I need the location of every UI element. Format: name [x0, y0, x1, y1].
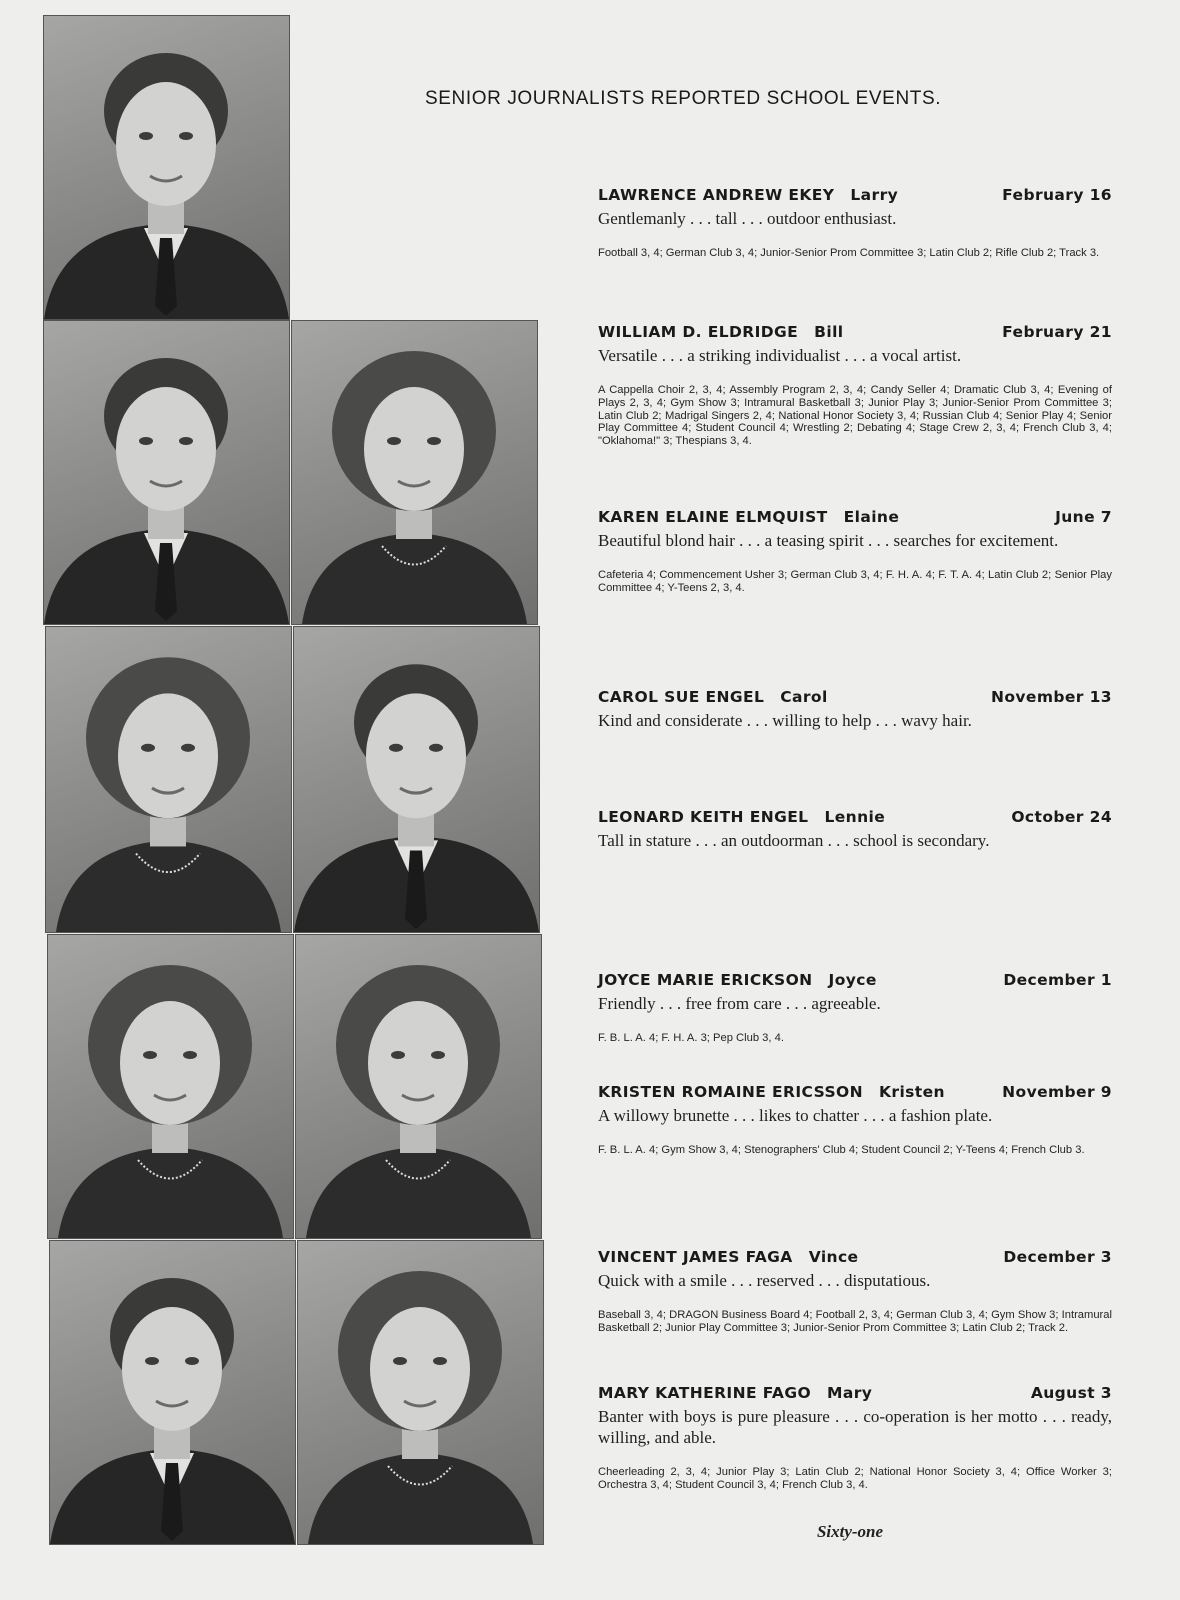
senior-nickname: Lennie	[824, 808, 886, 826]
senior-description: Quick with a smile . . . reserved . . . disputatious.	[598, 1271, 931, 1290]
senior-birthday: November 13	[990, 688, 1112, 706]
portrait-face	[120, 1001, 220, 1125]
senior-description: Friendly . . . free from care . . . agreeable.	[598, 994, 881, 1013]
portrait-eye-right	[431, 1051, 445, 1059]
entry-heading	[598, 688, 1112, 706]
senior-description: Versatile . . . a striking individualist . . . a vocal artist.	[598, 346, 962, 365]
portrait-face	[122, 1307, 222, 1431]
senior-name: WILLIAM D. ELDRIDGE	[598, 323, 799, 341]
portrait-figure	[44, 321, 289, 624]
senior-name: CAROL SUE ENGEL	[598, 688, 765, 706]
portrait-clothing	[308, 1453, 533, 1544]
portrait-face	[370, 1307, 470, 1431]
portrait-clothing	[306, 1147, 531, 1238]
senior-activities: A Cappella Choir 2, 3, 4; Assembly Program 2, 3, 4; Candy Seller 4; Dramatic Club 3, 4; Evening of Plays 2, 3, 4; Gym Show 3; Intramural Basketball 3; Junior Play 3; Junior-Senior Prom Committee 3; Latin Club 2; Madrigal Singers 2, 4; National Honor Society 3, 4; Russian Club 4; Senior Play 4; Senior Play Committee 4; Student Council 4; Wrestling 2; Debating 4; Stage Crew 2, 3, 4; French Club 3, 4; "Oklahoma!" 3; Thespians 3, 4.	[598, 384, 1112, 448]
portrait-eye-right	[427, 437, 441, 445]
senior-entry	[598, 808, 1112, 851]
portrait-face	[368, 1001, 468, 1125]
portrait-face	[116, 387, 216, 511]
portrait-figure	[292, 321, 537, 624]
senior-entry	[598, 971, 1112, 1045]
entry-heading	[598, 808, 1112, 826]
senior-nickname: Elaine	[843, 508, 900, 526]
page-number: Sixty-one	[816, 1522, 884, 1541]
entry-heading	[598, 1248, 1112, 1266]
senior-birthday: February 21	[1002, 323, 1112, 341]
portrait-clothing	[58, 1147, 283, 1238]
senior-entry	[598, 688, 1112, 731]
senior-activities: F. B. L. A. 4; F. H. A. 3; Pep Club 3, 4.	[598, 1032, 784, 1044]
portrait-face	[116, 82, 216, 206]
senior-name: VINCENT JAMES FAGA	[598, 1248, 793, 1266]
portrait-eye-right	[181, 744, 195, 752]
portrait-photo-elmquist	[291, 320, 538, 625]
senior-activities: Football 3, 4; German Club 3, 4; Junior-Senior Prom Committee 3; Latin Club 2; Rifle Club 2; Track 3.	[598, 247, 1100, 259]
senior-nickname: Kristen	[879, 1083, 945, 1101]
senior-activities: Cheerleading 2, 3, 4; Junior Play 3; Latin Club 2; National Honor Society 3, 4; Office Worker 3; Orchestra 3, 4; Student Council 3, 4; French Club 3, 4.	[598, 1466, 1112, 1491]
senior-birthday: October 24	[1011, 808, 1112, 826]
senior-nickname: Mary	[827, 1384, 873, 1402]
portrait-eye-right	[179, 437, 193, 445]
senior-name: LAWRENCE ANDREW EKEY	[598, 186, 835, 204]
entry-heading	[598, 323, 1112, 341]
portrait-eye-right	[183, 1051, 197, 1059]
senior-entry	[598, 186, 1112, 260]
senior-entry	[598, 323, 1112, 448]
entry-heading	[598, 1083, 1112, 1101]
portrait-photo-leonard-engel	[293, 626, 540, 933]
senior-name: KRISTEN ROMAINE ERICSSON	[598, 1083, 863, 1101]
senior-name: KAREN ELAINE ELMQUIST	[598, 508, 828, 526]
senior-birthday: December 3	[1003, 1248, 1112, 1266]
senior-name: JOYCE MARIE ERICKSON	[598, 971, 813, 989]
portrait-clothing	[302, 533, 527, 624]
portrait-photo-carol-engel	[45, 626, 292, 933]
senior-name: MARY KATHERINE FAGO	[598, 1384, 812, 1402]
portrait-figure	[50, 1241, 295, 1544]
senior-birthday: December 1	[1003, 971, 1112, 989]
portrait-eye-left	[391, 1051, 405, 1059]
portrait-eye-left	[143, 1051, 157, 1059]
entry-heading	[598, 971, 1112, 989]
portrait-figure	[46, 627, 291, 932]
portrait-eye-right	[185, 1357, 199, 1365]
senior-birthday: June 7	[1055, 508, 1112, 526]
portrait-face	[118, 693, 218, 818]
entry-heading	[598, 186, 1112, 204]
portrait-eye-left	[139, 132, 153, 140]
portrait-photo-faga	[49, 1240, 296, 1545]
portrait-eye-left	[387, 437, 401, 445]
senior-nickname: Larry	[850, 186, 899, 204]
portrait-clothing	[56, 840, 281, 932]
portrait-photo-eldridge	[43, 320, 290, 625]
portrait-figure	[296, 935, 541, 1238]
entry-heading	[598, 1384, 1112, 1402]
portrait-eye-left	[141, 744, 155, 752]
senior-activities: Cafeteria 4; Commencement Usher 3; German Club 3, 4; F. H. A. 4; F. T. A. 4; Latin Club 2; Senior Play Committee 4; Y-Teens 2, 3, 4.	[598, 569, 1112, 594]
senior-activities: Baseball 3, 4; DRAGON Business Board 4; Football 2, 3, 4; German Club 3, 4; Gym Show 3; Intramural Basketball 2; Junior Play Committee 3; Junior-Senior Prom Committee 3; Latin Club 2; Track 2.	[598, 1309, 1112, 1334]
senior-birthday: November 9	[1002, 1083, 1112, 1101]
portrait-eye-right	[433, 1357, 447, 1365]
portrait-eye-right	[179, 132, 193, 140]
senior-description: Tall in stature . . . an outdoorman . . . school is secondary.	[598, 831, 990, 850]
portrait-photo-ericsson	[295, 934, 542, 1239]
portrait-eye-left	[139, 437, 153, 445]
portrait-eye-left	[393, 1357, 407, 1365]
senior-birthday: August 3	[1030, 1384, 1112, 1402]
senior-nickname: Bill	[814, 323, 844, 341]
portrait-figure	[48, 935, 293, 1238]
senior-entry	[598, 1083, 1112, 1157]
portrait-eye-right	[429, 744, 443, 752]
page-title: SENIOR JOURNALISTS REPORTED SCHOOL EVENTS.	[425, 88, 942, 109]
entry-heading	[598, 508, 1112, 526]
portrait-photo-ekey	[43, 15, 290, 320]
senior-nickname: Carol	[780, 688, 828, 706]
portrait-face	[366, 693, 466, 818]
senior-entry	[598, 508, 1112, 595]
senior-entry	[598, 1248, 1112, 1335]
senior-description: Beautiful blond hair . . . a teasing spirit . . . searches for excitement.	[598, 531, 1059, 550]
senior-description: Gentlemanly . . . tall . . . outdoor enthusiast.	[598, 209, 897, 228]
senior-nickname: Vince	[808, 1248, 859, 1266]
senior-birthday: February 16	[1002, 186, 1112, 204]
portrait-photo-erickson	[47, 934, 294, 1239]
senior-nickname: Joyce	[828, 971, 877, 989]
senior-activities: F. B. L. A. 4; Gym Show 3, 4; Stenographers' Club 4; Student Council 2; Y-Teens 4; French Club 3.	[598, 1144, 1085, 1156]
senior-entry	[598, 1384, 1112, 1492]
portrait-eye-left	[145, 1357, 159, 1365]
senior-description: Kind and considerate . . . willing to help . . . wavy hair.	[598, 711, 972, 730]
portrait-eye-left	[389, 744, 403, 752]
senior-name: LEONARD KEITH ENGEL	[598, 808, 809, 826]
senior-description: Banter with boys is pure pleasure . . . co-operation is her motto . . . ready, willing, and able.	[598, 1407, 1112, 1447]
portrait-figure	[294, 627, 539, 932]
portrait-figure	[298, 1241, 543, 1544]
senior-description: A willowy brunette . . . likes to chatter . . . a fashion plate.	[598, 1106, 993, 1125]
portrait-figure	[44, 16, 289, 319]
portrait-face	[364, 387, 464, 511]
portrait-photo-fago	[297, 1240, 544, 1545]
